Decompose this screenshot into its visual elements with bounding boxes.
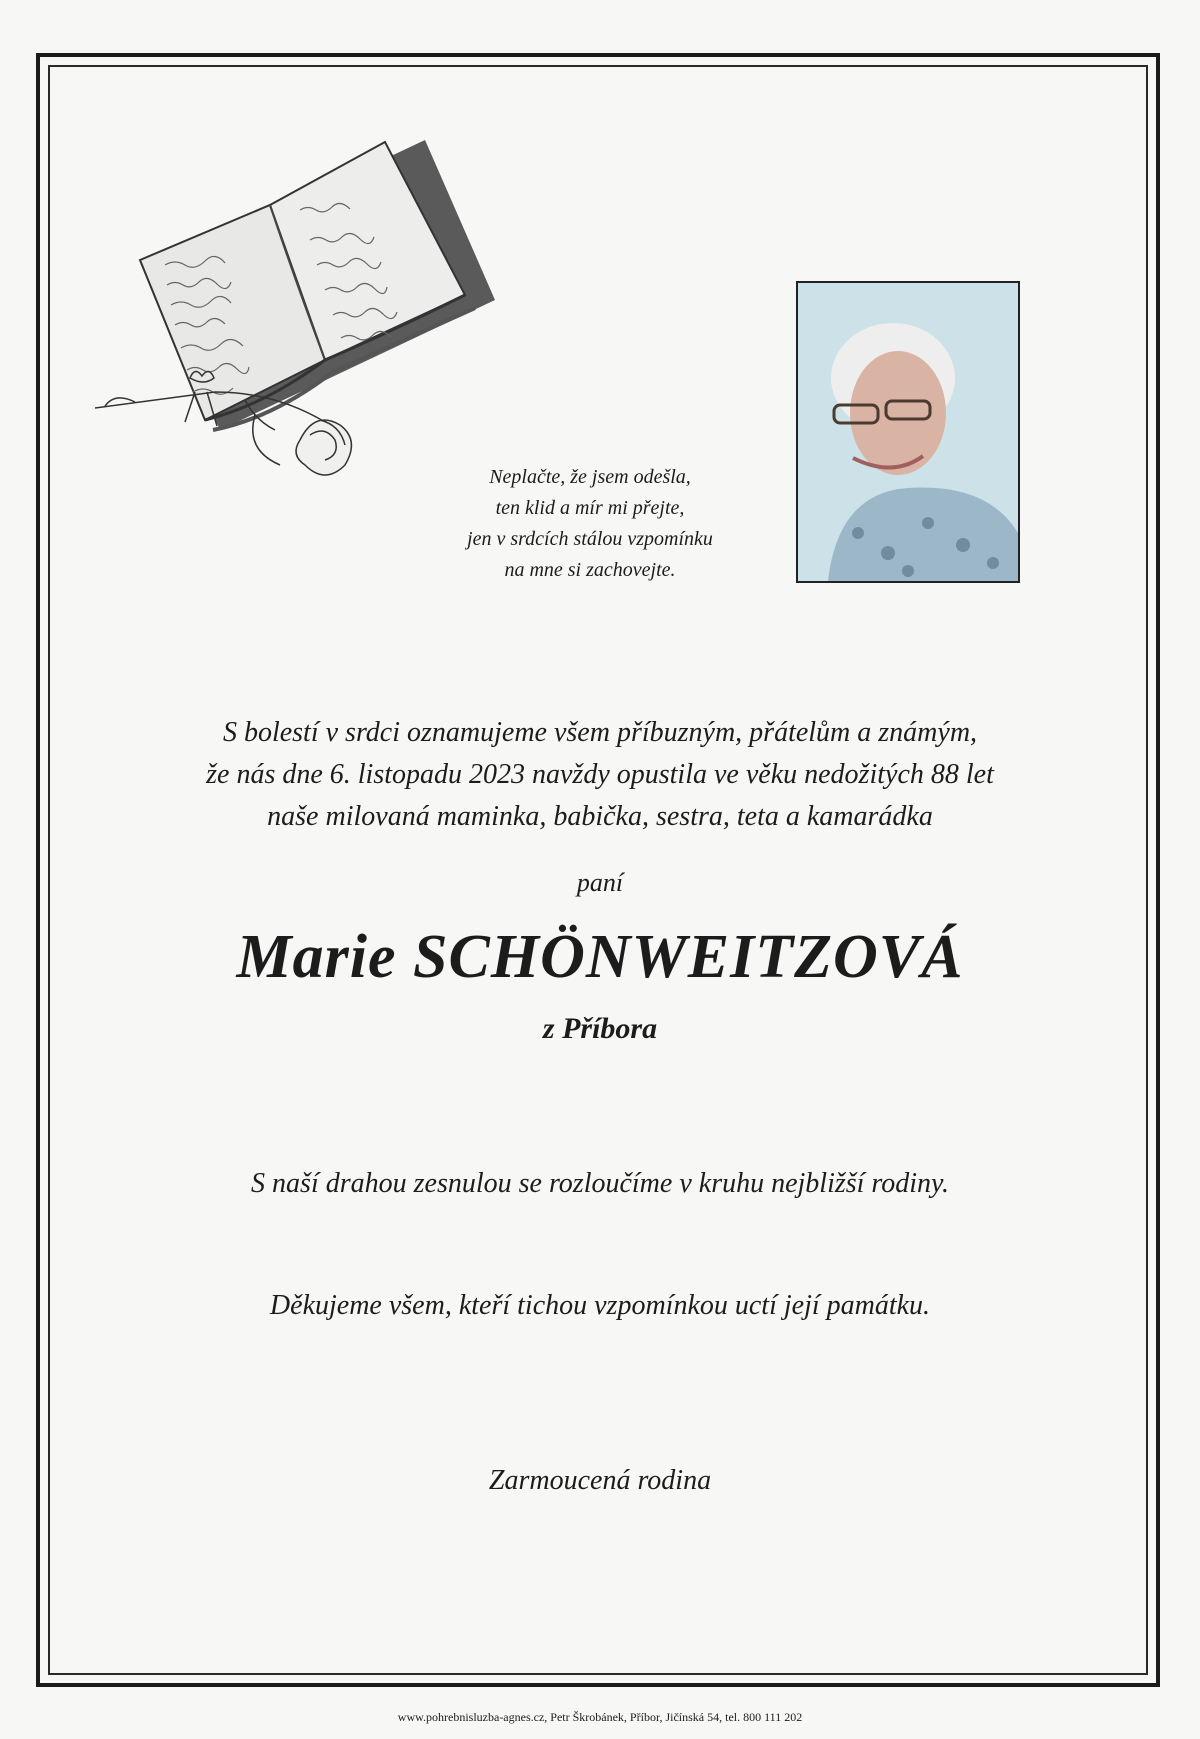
verse-line: na mne si zachovejte. <box>504 559 676 581</box>
deceased-origin: z Příbora <box>542 1012 658 1045</box>
farewell-text: S naší drahou zesnulou se rozloučíme v kruhu nejbližší rodiny. <box>251 1168 949 1199</box>
verse-line: jen v srdcích stálou vzpomínku <box>467 528 713 550</box>
open-book-icon <box>140 140 495 430</box>
verse <box>400 462 780 586</box>
deceased-name: Marie SCHÖNWEITZOVÁ <box>236 923 964 991</box>
honorific: paní <box>576 868 624 897</box>
announcement-line: S bolestí v srdci oznamujeme všem příbuzným, přátelům a známým, <box>222 717 978 748</box>
announcement-line: že nás dne 6. listopadu 2023 navždy opustila ve věku nedožitých 88 let <box>206 759 994 790</box>
signature: Zarmoucená rodina <box>488 1465 712 1496</box>
portrait-image <box>798 283 1018 581</box>
thanks-text: Děkujeme všem, kteří tichou vzpomínkou uctí její památku. <box>269 1290 931 1321</box>
verse-line: ten klid a mír mi přejte, <box>495 497 685 519</box>
portrait-photo <box>796 281 1020 583</box>
announcement <box>100 712 1100 838</box>
footer-contact: www.pohrebnisluzba-agnes.cz, Petr Škrobánek, Příbor, Jičínská 54, tel. 800 111 202 <box>397 1710 803 1724</box>
verse-line: Neplačte, že jsem odešla, <box>489 466 691 488</box>
announcement-line: naše milovaná maminka, babička, sestra, teta a kamarádka <box>267 801 933 832</box>
